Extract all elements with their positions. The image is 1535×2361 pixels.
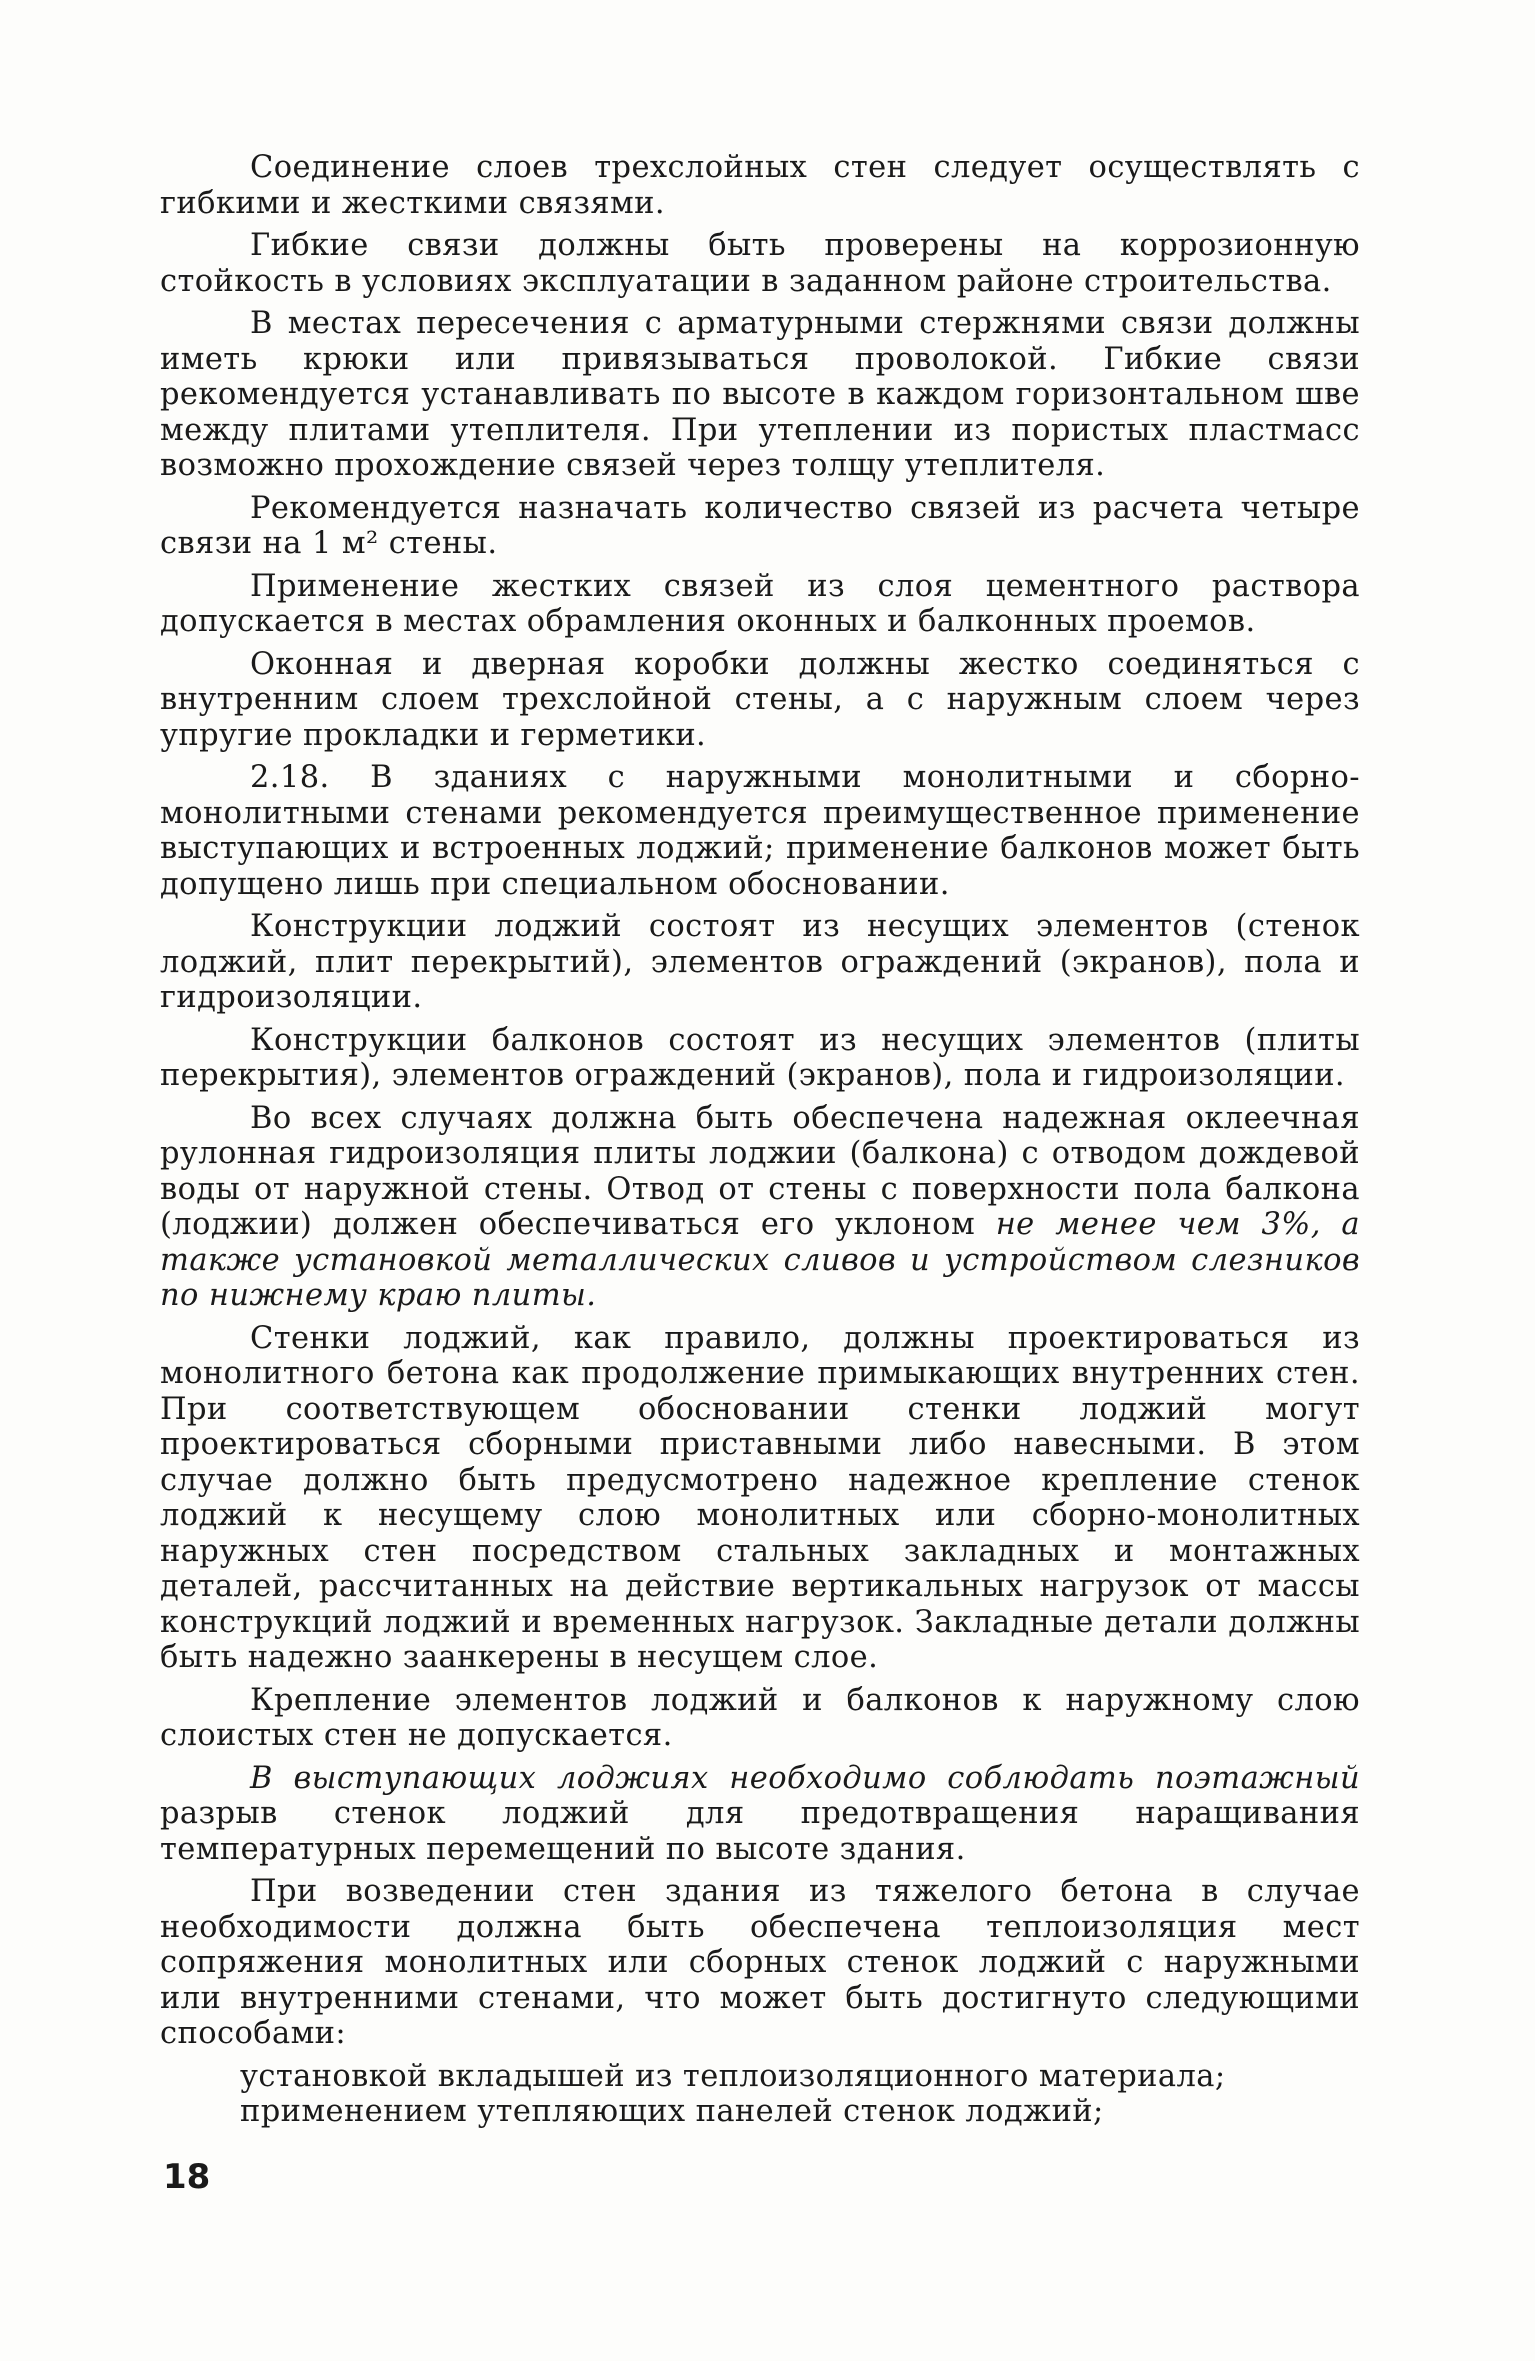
paragraph-10-italic: не менее чем 3%, а также установкой металлических сливов и устройством слезников по нижнему краю плиты. — [160, 1207, 1360, 1313]
paragraph-13-italic: В выступающих лоджиях необходимо соблюдать поэтажный — [250, 1760, 1360, 1796]
list-item-1: установкой вкладышей из теплоизоляционного материала; — [240, 2058, 1226, 2094]
paragraph-12: Крепление элементов лоджий и балконов к наружному слою слоистых стен не допускается. — [160, 1682, 1360, 1753]
page-body-text — [160, 150, 1360, 2130]
paragraph-13-plain: разрыв стенок лоджий для предотвращения наращивания температурных перемещений по высоте здания. — [160, 1796, 1360, 1867]
paragraph-5: Применение жестких связей из слоя цементного раствора допускается в местах обрамления оконных и балконных проемов. — [160, 568, 1360, 639]
paragraph-3: В местах пересечения с арматурными стержнями связи должны иметь крюки или привязываться проволокой. Гибкие связи рекомендуется устанавливать по высоте в каждом горизонтальном шве между плитами утеплителя. При утеплении из пористых пластмасс возможно прохождение связей через толщу утеплителя. — [160, 306, 1360, 483]
paragraph-14: При возведении стен здания из тяжелого бетона в случае необходимости должна быть обеспечена теплоизоляция мест сопряжения монолитных или сборных стенок лоджий с наружными или внутренними стенами, что может быть достигнуто следующими способами: — [160, 1874, 1360, 2051]
paragraph-9: Конструкции балконов состоят из несущих элементов (плиты перекрытия), элементов ограждений (экранов), пола и гидроизоляции. — [160, 1022, 1360, 1093]
paragraph-13 — [160, 1761, 1360, 1868]
paragraph-10 — [160, 1101, 1360, 1314]
paragraph-8: Конструкции лоджий состоят из несущих элементов (стенок лоджий, плит перекрытий), элементов ограждений (экранов), пола и гидроизоляции. — [160, 909, 1360, 1015]
paragraph-10-plain: Во всех случаях должна быть обеспечена надежная оклеечная рулонная гидроизоляция плиты лоджии (балкона) с отводом дождевой воды от наружной стены. Отвод от стены с поверхности пола балкона (лоджии) должен обеспечиваться его уклоном — [160, 1100, 1360, 1242]
list-item-2: применением утепляющих панелей стенок лоджий; — [240, 2094, 1104, 2129]
paragraph-1: Соединение слоев трехслойных стен следует осуществлять с гибкими и жесткими связями. — [160, 150, 1360, 221]
paragraph-2: Гибкие связи должны быть проверены на коррозионную стойкость в условиях эксплуатации в заданном районе строительства. — [160, 228, 1360, 299]
paragraph-4: Рекомендуется назначать количество связей из расчета четыре связи на 1 м² стены. — [160, 490, 1360, 561]
paragraph-7-section-2-18: 2.18. В зданиях с наружными монолитными и сборно-монолитными стенами рекомендуется преимущественное применение выступающих и встроенных лоджий; применение балконов может быть допущено лишь при специальном обосновании. — [160, 760, 1360, 902]
paragraph-6: Оконная и дверная коробки должны жестко соединяться с внутренним слоем трехслойной стены, а с наружным слоем через упругие прокладки и герметики. — [160, 646, 1360, 753]
paragraph-11: Стенки лоджий, как правило, должны проектироваться из монолитного бетона как продолжение примыкающих внутренних стен. При соответствующем обосновании стенки лоджий могут проектироваться сборными приставными либо навесными. В этом случае должно быть предусмотрено надежное крепление стенок лоджий к несущему слою монолитных или сборно-монолитных наружных стен посредством стальных закладных и монтажных деталей, рассчитанных на действие вертикальных нагрузок от массы конструкций лоджий и временных нагрузок. Закладные детали должны быть надежно заанкерены в несущем слое. — [160, 1320, 1360, 1675]
page-number: 18 — [163, 2157, 211, 2197]
